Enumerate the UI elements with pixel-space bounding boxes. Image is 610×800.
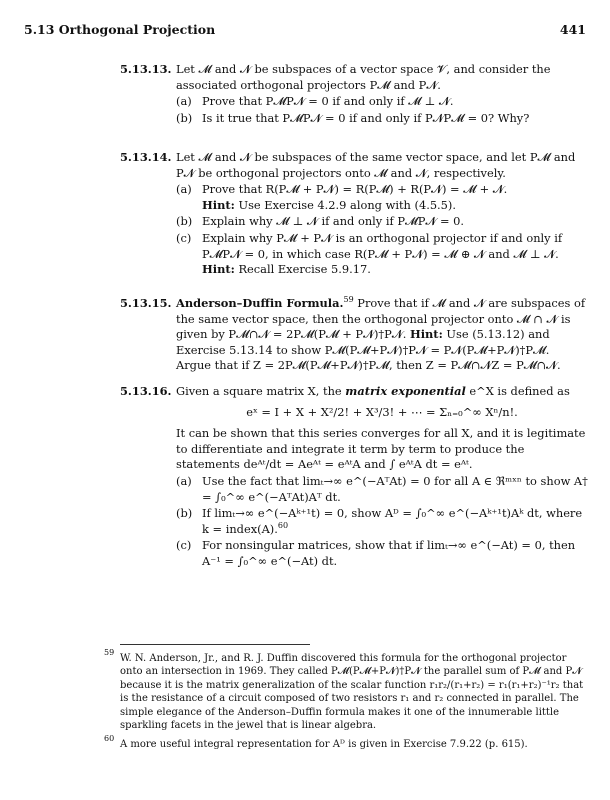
page-number: 441	[559, 22, 586, 37]
footnote-rule	[120, 644, 310, 645]
running-header	[24, 22, 586, 40]
part-text	[202, 182, 588, 213]
exercise-statement: Prove that if 𝓜 and 𝓝 are subspaces of the same vector space, then the orthogonal projector onto 𝓜 ∩ 𝓝 is given by P𝓜∩𝓝 = 2P𝓜(P𝓜 + P𝓝)†P𝓝.	[176, 296, 586, 342]
part-text	[202, 506, 588, 537]
part-a	[176, 182, 588, 213]
footnote-mark: 60	[104, 734, 115, 743]
hint-text: Use Exercise 4.2.9 along with (4.5.5).	[238, 197, 456, 212]
exercise-number: 5.13.14.	[120, 150, 172, 164]
part-statement: Explain why P𝓜 + P𝓝 is an orthogonal projector if and only if P𝓜P𝓝 = 0, in which case R(P𝓜 + P𝓝) = 𝓜 ⊕ 𝓝 and 𝓜 ⊥ 𝓝.	[202, 230, 563, 261]
footnote-ref[interactable]: 60	[277, 520, 289, 530]
part-text: Explain why 𝓜 ⊥ 𝓝 if and only if P𝓜P𝓝 = 0.	[202, 214, 464, 229]
exercise-5-13-13	[120, 62, 588, 126]
exercise-number: 5.13.16.	[120, 384, 172, 398]
section-title: 5.13 Orthogonal Projection	[24, 22, 216, 37]
part-b	[176, 214, 588, 230]
footnote-ref[interactable]: 59	[343, 295, 354, 304]
part-text: Use the fact that limₜ→∞ e^(−AᵀAt) = 0 for all A ∈ ℜᵐˣⁿ to show A† = ∫₀^∞ e^(−AᵀAt)Aᵀ dt.	[202, 473, 588, 504]
exercise-intro: Let 𝓜 and 𝓝 be subspaces of the same vector space, and let P𝓜 and P𝓝 be orthogonal projectors onto 𝓜 and 𝓝, respectively.	[176, 150, 576, 180]
exercise-5-13-15	[120, 296, 588, 374]
part-text: Is it true that P𝓜P𝓝 = 0 if and only if P𝓝P𝓜 = 0? Why?	[202, 110, 530, 125]
exercise-number: 5.13.15.	[120, 296, 172, 310]
part-a	[176, 94, 588, 110]
footnote-59	[104, 648, 588, 732]
part-statement: Prove that R(P𝓜 + P𝓝) = R(P𝓜) + R(P𝓝) = 𝓜 + 𝓝.	[202, 182, 508, 197]
hint-label: Hint:	[202, 197, 235, 212]
part-label: (a)	[176, 473, 192, 488]
exercise-5-13-14	[120, 150, 588, 278]
part-label: (b)	[176, 506, 193, 521]
part-statement: If limₜ→∞ e^(−Aᵏ⁺¹t) = 0, show Aᴰ = ∫₀^∞ e^(−Aᵏ⁺¹t)Aᵏ dt, where k = index(A).	[202, 506, 583, 536]
exercise-number: 5.13.13.	[120, 62, 172, 76]
footnote-text: A more useful integral representation for Aᴰ is given in Exercise 7.9.22 (p. 615).	[120, 739, 528, 750]
part-label: (a)	[176, 94, 192, 109]
part-a	[176, 474, 588, 505]
part-c	[176, 231, 588, 278]
exercise-intro: Let 𝓜 and 𝓝 be subspaces of a vector space 𝓥, and consider the associated orthogonal projectors P𝓜 and P𝓝.	[176, 62, 551, 92]
part-label: (b)	[176, 214, 193, 229]
part-text: For nonsingular matrices, show that if limₜ→∞ e^(−At) = 0, then A⁻¹ = ∫₀^∞ e^(−At) dt.	[202, 538, 576, 568]
exercise-5-13-16	[120, 384, 588, 570]
part-text: Prove that P𝓜P𝓝 = 0 if and only if 𝓜 ⊥ 𝓝.	[202, 94, 454, 109]
hint-text: Recall Exercise 5.9.17.	[238, 262, 371, 277]
part-label: (a)	[176, 182, 192, 197]
display-formula: eˣ = I + X + X²/2! + X³/3! + ⋯ = Σₙ₌₀^∞ Xⁿ/n!.	[246, 404, 518, 419]
hint-text: Use (5.13.12) and Exercise 5.13.14 to show P𝓜(P𝓜+P𝓝)†P𝓝 = P𝓝(P𝓜+P𝓝)†P𝓜. Argue that if Z = 2P𝓜(P𝓜+P𝓝)†P𝓜, then Z = P𝓜∩𝓝Z = P𝓜∩𝓝.	[176, 327, 561, 373]
part-label: (c)	[176, 538, 192, 553]
part-b	[176, 506, 588, 537]
intro-text-end: e^X is defined as	[469, 384, 570, 398]
hint-label: Hint:	[202, 262, 235, 277]
exercise-text	[176, 296, 588, 374]
part-b	[176, 111, 588, 127]
part-c	[176, 538, 588, 569]
part-text	[202, 231, 588, 278]
footnote-60	[104, 734, 588, 751]
formula-title: Anderson–Duffin Formula.	[176, 296, 344, 310]
exercise-intro	[176, 384, 588, 400]
part-label: (c)	[176, 230, 192, 245]
hint-label: Hint:	[409, 327, 443, 342]
exercise-paragraph: It can be shown that this series converges for all X, and it is legitimate to differentiate and integrate it term by term to produce the statements deᴬᵗ/dt = Aeᴬᵗ = eᴬᵗA and ∫ eᴬᵗA dt = eᴬᵗ.	[176, 426, 586, 472]
defined-term: matrix exponential	[345, 384, 466, 398]
footnote-mark: 59	[104, 648, 115, 657]
part-label: (b)	[176, 110, 193, 125]
intro-text: Given a square matrix X, the	[176, 384, 342, 398]
footnote-text: W. N. Anderson, Jr., and R. J. Duffin discovered this formula for the orthogonal projector onto an intersection in 1969. They called P𝓜(P𝓜+P𝓝)†P𝓝 the parallel sum of P𝓜 and P𝓝 because it is the matrix generalization of the scalar function r₁r₂/(r₁+r₂) = r₁(r₁+r₂)⁻¹r₂ that is the resistance of a circuit composed of two resistors r₁ and r₂ connected in parallel. The simple elegance of the Anderson–Duffin formula makes it one of the innumerable little sparkling facets in the jewel that is linear algebra.	[120, 653, 584, 732]
